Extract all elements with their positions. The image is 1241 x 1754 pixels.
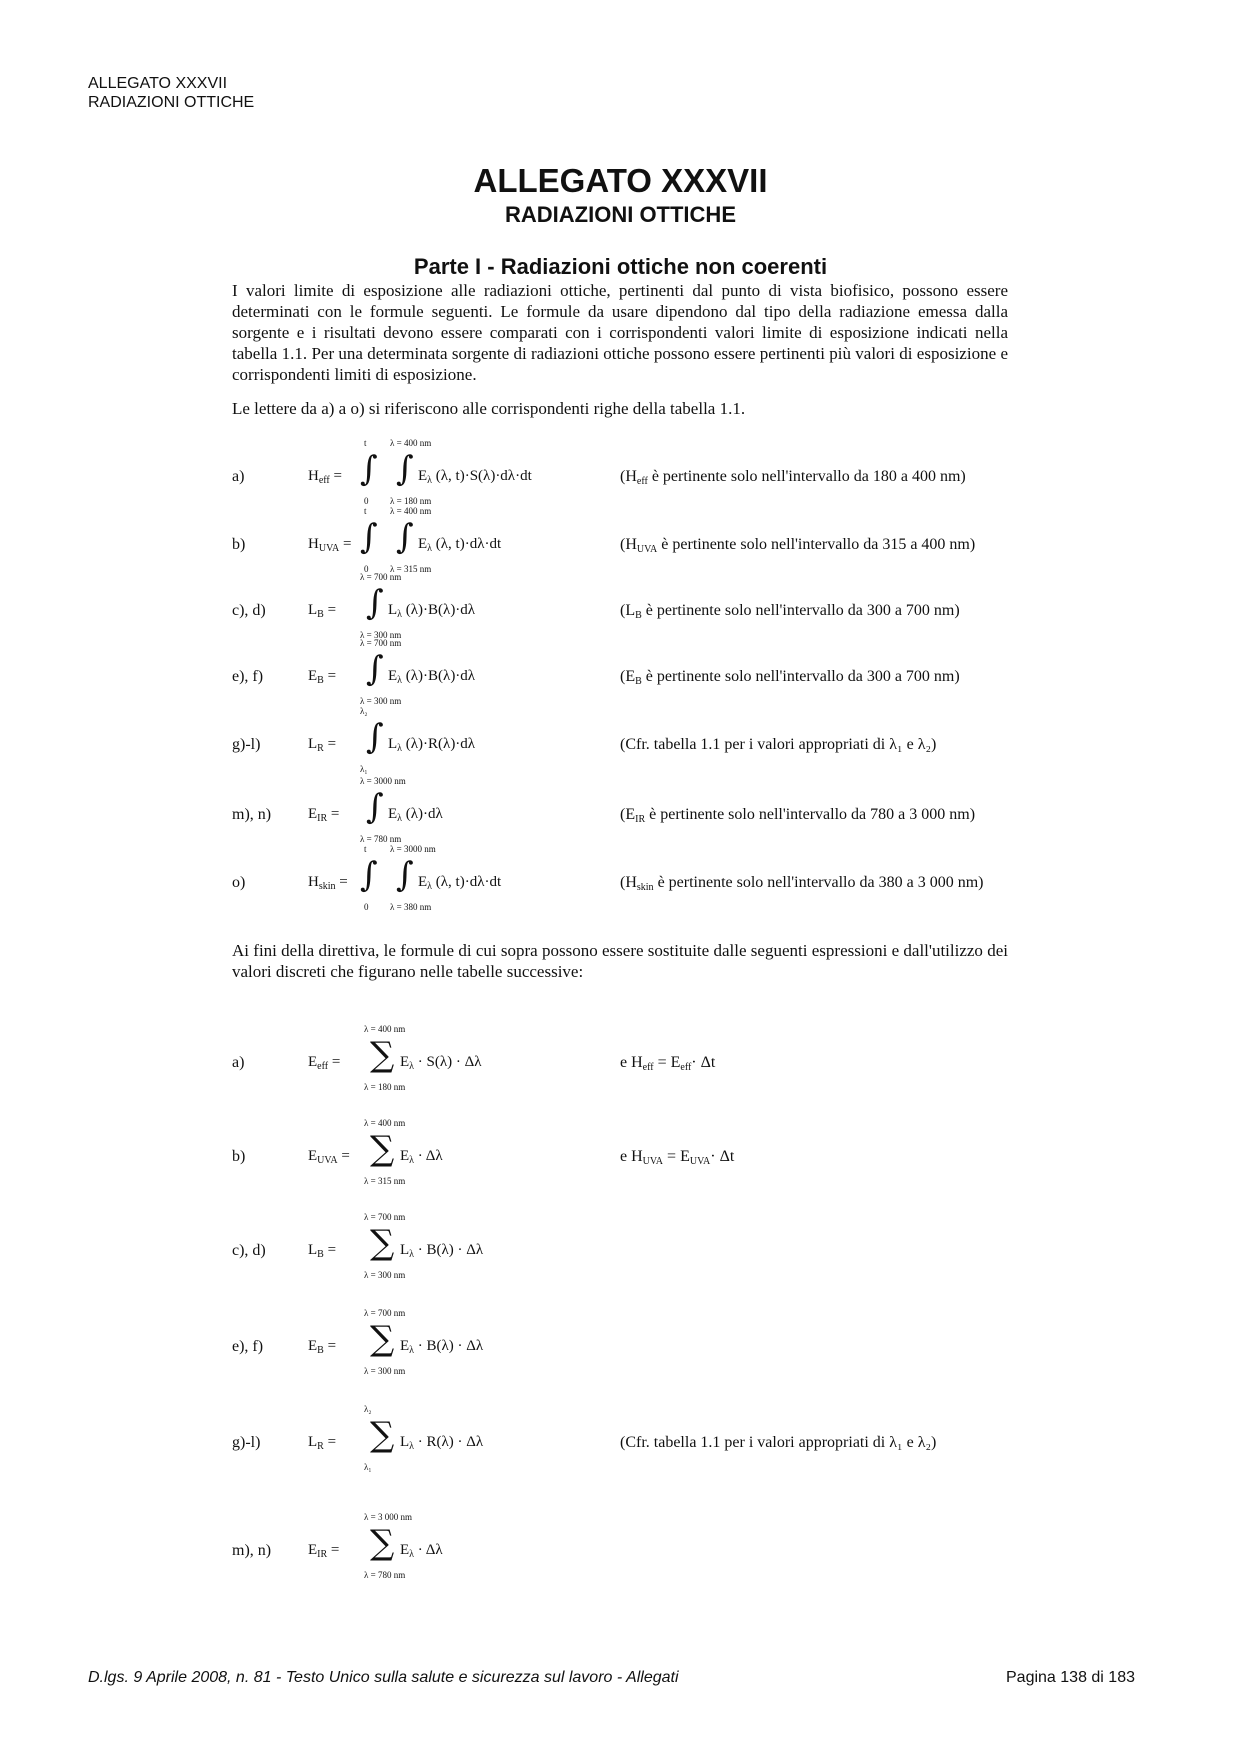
- formula-lhs: [308, 602, 336, 620]
- equals-sign: =: [327, 806, 340, 822]
- formula-label: g)-l): [232, 736, 261, 753]
- lhs-subscript: IR: [317, 813, 328, 824]
- summand-subscript: λ: [409, 1549, 415, 1560]
- sum-upper-limit: λ₂: [364, 1404, 372, 1414]
- integrand-symbol: L: [388, 736, 398, 752]
- lhs-subscript: B: [317, 675, 324, 686]
- wavelength-upper-limit: λ = 3000 nm: [360, 776, 406, 786]
- integrand-subscript: λ: [397, 609, 403, 620]
- integral-sign: ∫: [366, 787, 384, 827]
- lhs-subscript: eff: [318, 475, 330, 486]
- wavelength-lower-limit: λ = 780 nm: [360, 834, 402, 844]
- note-text: = E: [653, 1054, 681, 1071]
- note-text: (H: [620, 468, 637, 485]
- time-upper-limit: t: [364, 438, 367, 448]
- lhs-symbol: L: [308, 1242, 318, 1258]
- footer-citation: D.lgs. 9 Aprile 2008, n. 81 - Testo Unico sulla salute e sicurezza sul lavoro - Allegati: [88, 1669, 679, 1686]
- formula-note: [620, 602, 960, 621]
- lhs-subscript: IR: [317, 1549, 328, 1560]
- integrand-subscript: λ: [397, 743, 403, 754]
- equals-sign: =: [337, 1148, 350, 1164]
- formula-label: c), d): [232, 1242, 266, 1259]
- time-lower-limit: 0: [364, 564, 369, 574]
- formula-lhs: [308, 536, 351, 554]
- lhs-subscript: skin: [318, 881, 336, 892]
- sum-lower-limit: λ₁: [364, 1462, 372, 1472]
- integrand-subscript: λ: [397, 675, 403, 686]
- formula-lhs: [308, 1542, 339, 1560]
- sum-upper-limit: λ = 400 nm: [364, 1024, 406, 1034]
- formula-label: m), n): [232, 806, 272, 823]
- time-upper-limit: t: [364, 506, 367, 516]
- wavelength-upper-limit: λ = 700 nm: [360, 572, 402, 582]
- formula-lhs: [308, 736, 336, 754]
- sigma-sign: ∑: [370, 1319, 395, 1359]
- lhs-symbol: E: [308, 668, 318, 684]
- integral-sign: ∫: [360, 449, 378, 489]
- equals-sign: =: [329, 468, 342, 484]
- wavelength-lower-limit: λ = 315 nm: [390, 564, 432, 574]
- note-subscript: eff: [680, 1062, 692, 1073]
- formula-note: [620, 668, 960, 687]
- wavelength-lower-limit: λ = 380 nm: [390, 902, 432, 912]
- note-subscript: UVA: [636, 544, 658, 555]
- sigma-sign: ∑: [370, 1129, 395, 1169]
- equals-sign: =: [323, 1242, 337, 1258]
- formula-lhs: [308, 1054, 340, 1072]
- lhs-subscript: B: [317, 1249, 324, 1260]
- formula-label: c), d): [232, 602, 266, 619]
- sum-formula: [308, 1212, 748, 1282]
- note-text: (E: [620, 668, 636, 685]
- integrand: [418, 468, 532, 486]
- note-subscript: eff: [642, 1062, 654, 1073]
- equals-sign: =: [335, 874, 348, 890]
- note-text: è pertinente solo nell'intervallo da 380 a 3 000 nm): [653, 874, 984, 891]
- integrand: [388, 806, 443, 824]
- summand-symbol: E: [400, 1148, 410, 1164]
- equals-sign: =: [323, 602, 337, 618]
- lhs-subscript: UVA: [317, 1155, 338, 1166]
- equals-sign: =: [323, 668, 337, 684]
- sum-upper-limit: λ = 3 000 nm: [364, 1512, 412, 1522]
- formula-note: [620, 536, 975, 555]
- summand: [400, 1148, 443, 1166]
- time-upper-limit: t: [364, 844, 367, 854]
- note-text: è pertinente solo nell'intervallo da 300 a 700 nm): [641, 602, 960, 619]
- integrand-symbol: E: [418, 468, 428, 484]
- lhs-subscript: UVA: [318, 543, 340, 554]
- equals-sign: =: [327, 1542, 340, 1558]
- lhs-symbol: E: [308, 1054, 318, 1070]
- lhs-symbol: E: [308, 806, 318, 822]
- integral-sign: ∫: [360, 517, 378, 557]
- document-subtitle: RADIAZIONI OTTICHE: [505, 202, 736, 227]
- sum-formula: [308, 1512, 748, 1582]
- lhs-subscript: R: [317, 1441, 324, 1452]
- formula-lhs: [308, 468, 342, 486]
- integrand-symbol: E: [388, 806, 398, 822]
- integral-sign: ∫: [396, 517, 414, 557]
- formula-label: b): [232, 1148, 246, 1165]
- formula-label: e), f): [232, 1338, 264, 1355]
- note-text: è pertinente solo nell'intervallo da 300 a 700 nm): [641, 668, 960, 685]
- summand-subscript: λ: [409, 1345, 415, 1356]
- summand-rest: · B(λ) · Δλ: [414, 1338, 484, 1354]
- footer-page-number: Pagina 138 di 183: [1006, 1669, 1135, 1686]
- formula-label: m), n): [232, 1542, 272, 1559]
- note-text: (H: [620, 536, 637, 553]
- lhs-subscript: B: [317, 1345, 324, 1356]
- summand-symbol: E: [400, 1054, 410, 1070]
- summand: [400, 1242, 483, 1260]
- formula-lhs: [308, 874, 348, 892]
- integrand-subscript: λ: [427, 475, 433, 486]
- lhs-symbol: L: [308, 602, 318, 618]
- time-lower-limit: 0: [364, 496, 369, 506]
- summand-symbol: L: [400, 1242, 410, 1258]
- sum-lower-limit: λ = 300 nm: [364, 1270, 406, 1280]
- note-subscript: UVA: [689, 1156, 711, 1167]
- formula-lhs: [308, 1242, 336, 1260]
- lhs-subscript: eff: [317, 1061, 329, 1072]
- wavelength-upper-limit: λ = 700 nm: [360, 638, 402, 648]
- integrand-rest: (λ)·R(λ)·dλ: [402, 736, 476, 752]
- integrand-subscript: λ: [427, 543, 433, 554]
- part-title: Parte I - Radiazioni ottiche non coerenti: [413, 254, 828, 279]
- lhs-symbol: H: [308, 536, 319, 552]
- formula-note: [620, 736, 936, 754]
- lhs-symbol: E: [308, 1338, 318, 1354]
- substitution-paragraph: Ai fini della direttiva, le formule di cui sopra possono essere sostituite dalle seguenti espressioni e dall'utilizzo dei valori discreti che figurano nelle tabelle successive:: [232, 941, 1008, 981]
- equals-sign: =: [323, 1338, 337, 1354]
- formula-label: b): [232, 536, 246, 553]
- summand: [400, 1434, 483, 1452]
- formula-note: [620, 874, 983, 893]
- integrand: [388, 668, 475, 686]
- equals-sign: =: [328, 1054, 341, 1070]
- lhs-symbol: H: [308, 874, 319, 890]
- integrand-symbol: E: [418, 536, 428, 552]
- formula-lhs: [308, 806, 339, 824]
- sum-lower-limit: λ = 300 nm: [364, 1366, 406, 1376]
- formula-lhs: [308, 1148, 350, 1166]
- integral-sign: ∫: [360, 855, 378, 895]
- note-subscript: B: [635, 676, 642, 687]
- summand: [400, 1542, 443, 1560]
- formula-lhs: [308, 668, 336, 686]
- summand-subscript: λ: [409, 1155, 415, 1166]
- note-subscript: IR: [635, 814, 646, 825]
- wavelength-upper-limit: λ = 400 nm: [390, 438, 432, 448]
- wavelength-lower-limit: λ₁: [360, 764, 368, 774]
- note-text: (E: [620, 806, 636, 823]
- formula-lhs: [308, 1434, 336, 1452]
- wavelength-upper-limit: λ₂: [360, 706, 368, 716]
- integral-sign: ∫: [366, 717, 384, 757]
- formula-note: [620, 806, 975, 825]
- summand-symbol: L: [400, 1434, 410, 1450]
- sum-formula: [308, 1308, 748, 1378]
- integrand-rest: (λ)·B(λ)·dλ: [402, 602, 476, 618]
- summand-symbol: E: [400, 1338, 410, 1354]
- summand: [400, 1054, 482, 1072]
- formula-lhs: [308, 1338, 336, 1356]
- wavelength-lower-limit: λ = 180 nm: [390, 496, 432, 506]
- integrand-symbol: L: [388, 602, 398, 618]
- sum-lower-limit: λ = 780 nm: [364, 1570, 406, 1580]
- formula-note: [620, 1054, 715, 1073]
- summand-rest: · Δλ: [414, 1148, 443, 1164]
- note-subscript: UVA: [642, 1156, 664, 1167]
- integrand-subscript: λ: [427, 881, 433, 892]
- note-subscript: skin: [636, 882, 654, 893]
- integrand-rest: (λ, t)·dλ·dt: [432, 536, 502, 552]
- summand-subscript: λ: [409, 1249, 415, 1260]
- integral-sign: ∫: [366, 583, 384, 623]
- formula-label: g)-l): [232, 1434, 261, 1451]
- time-lower-limit: 0: [364, 902, 369, 912]
- sum-lower-limit: λ = 180 nm: [364, 1082, 406, 1092]
- formula-note: [620, 468, 966, 487]
- integrand-rest: (λ, t)·dλ·dt: [432, 874, 502, 890]
- summand-subscript: λ: [409, 1441, 415, 1452]
- wavelength-lower-limit: λ = 300 nm: [360, 696, 402, 706]
- note-text: e H: [620, 1148, 643, 1165]
- lhs-symbol: E: [308, 1148, 318, 1164]
- running-header-line1: ALLEGATO XXXVII: [88, 75, 228, 92]
- lhs-subscript: B: [317, 609, 324, 620]
- note-subscript: eff: [636, 476, 648, 487]
- summand-rest: · Δλ: [414, 1542, 443, 1558]
- equals-sign: =: [323, 736, 337, 752]
- integrand: [388, 602, 475, 620]
- note-text: e H: [620, 1054, 643, 1071]
- wavelength-lower-limit: λ = 300 nm: [360, 630, 402, 640]
- note-text: · Δt: [710, 1148, 735, 1165]
- lhs-symbol: L: [308, 736, 318, 752]
- sum-upper-limit: λ = 700 nm: [364, 1212, 406, 1222]
- formula-label: a): [232, 468, 245, 485]
- formula-note: [620, 1434, 936, 1452]
- summand-symbol: E: [400, 1542, 410, 1558]
- sigma-sign: ∑: [370, 1223, 395, 1263]
- integral-sign: ∫: [396, 449, 414, 489]
- formula-label: o): [232, 874, 246, 891]
- sum-upper-limit: λ = 400 nm: [364, 1118, 406, 1128]
- formula-label: e), f): [232, 668, 264, 685]
- lhs-symbol: E: [308, 1542, 318, 1558]
- integrand-rest: (λ)·dλ: [402, 806, 443, 822]
- sigma-sign: ∑: [370, 1415, 395, 1455]
- document-title: ALLEGATO XXXVII: [473, 162, 768, 199]
- note-text: = E: [663, 1148, 690, 1165]
- summand-rest: · R(λ) · Δλ: [414, 1434, 484, 1450]
- integrand-symbol: E: [388, 668, 398, 684]
- note-text: (Cfr. tabella 1.1 per i valori appropriati di λ₁ e λ₂): [620, 736, 937, 753]
- wavelength-upper-limit: λ = 3000 nm: [390, 844, 436, 854]
- note-text: è pertinente solo nell'intervallo da 315 a 400 nm): [657, 536, 976, 553]
- integrand: [388, 736, 475, 754]
- equals-sign: =: [323, 1434, 337, 1450]
- note-text: (L: [620, 602, 636, 619]
- integrand-rest: (λ)·B(λ)·dλ: [402, 668, 476, 684]
- sigma-sign: ∑: [370, 1035, 395, 1075]
- formula-label: a): [232, 1054, 245, 1071]
- sigma-sign: ∑: [370, 1523, 395, 1563]
- note-text: · Δt: [691, 1054, 716, 1071]
- note-text: è pertinente solo nell'intervallo da 180 a 400 nm): [647, 468, 966, 485]
- summand-subscript: λ: [409, 1061, 415, 1072]
- integrand-rest: (λ, t)·S(λ)·dλ·dt: [432, 468, 532, 484]
- formula-note: [620, 1148, 734, 1167]
- sum-upper-limit: λ = 700 nm: [364, 1308, 406, 1318]
- note-text: (H: [620, 874, 637, 891]
- integrand-symbol: E: [418, 874, 428, 890]
- note-subscript: B: [635, 610, 642, 621]
- summand-rest: · B(λ) · Δλ: [414, 1242, 484, 1258]
- note-text: (Cfr. tabella 1.1 per i valori appropriati di λ₁ e λ₂): [620, 1434, 937, 1451]
- integral-sign: ∫: [366, 649, 384, 689]
- integral-sign: ∫: [396, 855, 414, 895]
- wavelength-upper-limit: λ = 400 nm: [390, 506, 432, 516]
- integrand-subscript: λ: [397, 813, 403, 824]
- integrand: [418, 874, 501, 892]
- note-text: è pertinente solo nell'intervallo da 780 a 3 000 nm): [645, 806, 976, 823]
- lhs-symbol: L: [308, 1434, 318, 1450]
- letters-note: Le lettere da a) a o) si riferiscono alle corrispondenti righe della tabella 1.1.: [232, 399, 746, 418]
- integrand: [418, 536, 501, 554]
- running-header: [88, 74, 254, 112]
- equals-sign: =: [339, 536, 352, 552]
- intro-paragraph: I valori limite di esposizione alle radiazioni ottiche, pertinenti dal punto di vista biofisico, possono essere determinati con le formule seguenti. Le formule da usare dipendono dal tipo della radiazione emessa dalla sorgente e i risultati devono essere comparati con i corrispondenti valori limite di esposizione indicati nella tabella 1.1. Per una determinata sorgente di radiazioni ottiche possono essere pertinenti più valori di esposizione e corrispondenti limiti di esposizione.: [232, 281, 1008, 384]
- summand: [400, 1338, 483, 1356]
- summand-rest: · S(λ) · Δλ: [414, 1054, 482, 1070]
- lhs-symbol: H: [308, 468, 319, 484]
- sum-lower-limit: λ = 315 nm: [364, 1176, 406, 1186]
- lhs-subscript: R: [317, 743, 324, 754]
- running-header-line2: RADIAZIONI OTTICHE: [88, 94, 255, 111]
